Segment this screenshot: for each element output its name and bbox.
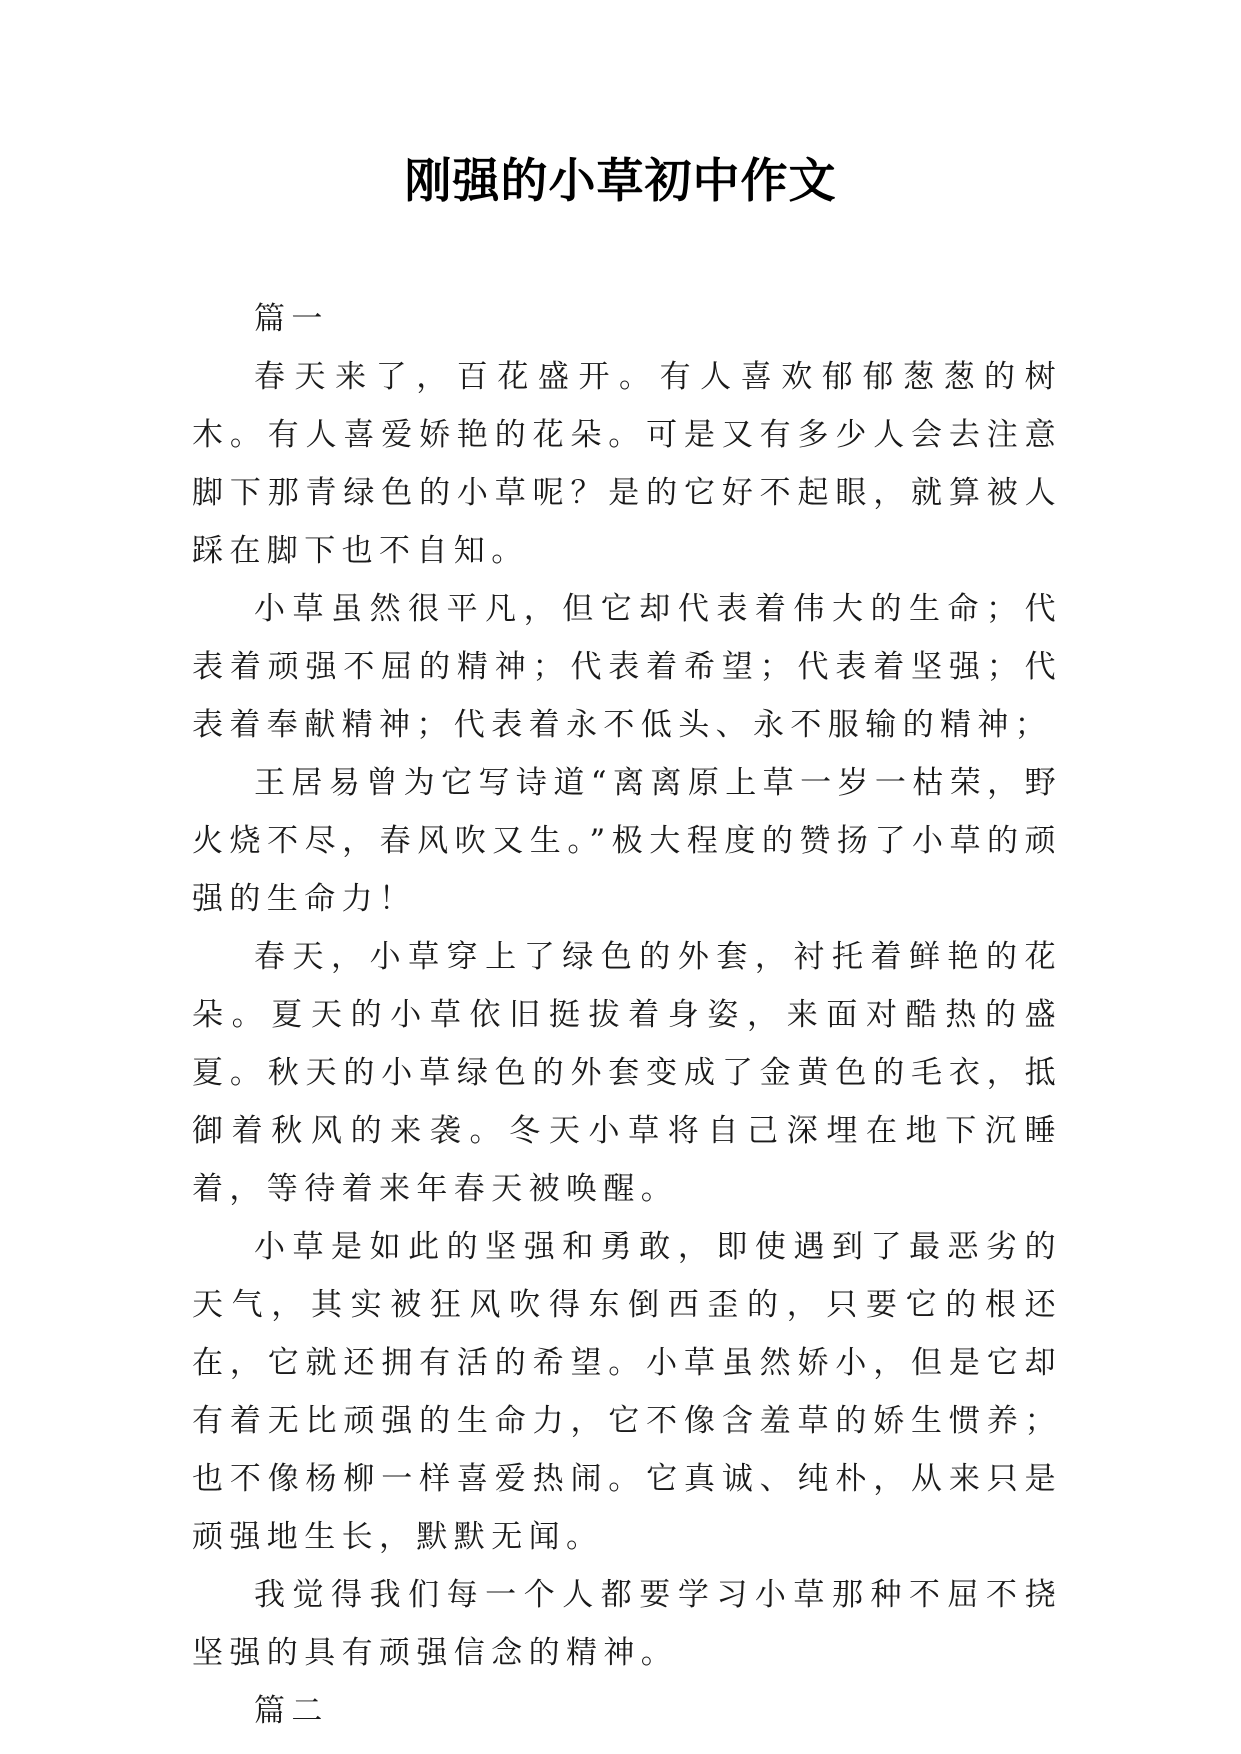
section-heading-2: 篇二 — [254, 1693, 329, 1729]
paragraph-3: 王居易曾为它写诗道“离离原上草一岁一枯荣，野火烧不尽，春风吹又生。”极大程度的赞扬了小草的顽强的生命力！ — [192, 765, 1062, 917]
paragraph-2: 小草虽然很平凡，但它却代表着伟大的生命；代表着顽强不屈的精神；代表着希望；代表着坚强；代表着奉献精神；代表着永不低头、永不服输的精神； — [192, 591, 1062, 743]
paragraph-1: 春天来了，百花盛开。有人喜欢郁郁葱葱的树木。有人喜爱娇艳的花朵。可是又有多少人会去注意脚下那青绿色的小草呢？是的它好不起眼，就算被人踩在脚下也不自知。 — [192, 359, 1062, 569]
paragraph-5: 小草是如此的坚强和勇敢，即使遇到了最恶劣的天气，其实被狂风吹得东倒西歪的，只要它的根还在，它就还拥有活的希望。小草虽然娇小，但是它却有着无比顽强的生命力，它不像含羞草的娇生惯养；也不像杨柳一样喜爱热闹。它真诚、纯朴，从来只是顽强地生长，默默无闻。 — [192, 1229, 1062, 1555]
section-heading-1: 篇一 — [254, 301, 329, 337]
paragraph-6: 我觉得我们每一个人都要学习小草那种不屈不挠坚强的具有顽强信念的精神。 — [192, 1577, 1062, 1671]
document-body — [192, 290, 1062, 1740]
paragraph-4: 春天，小草穿上了绿色的外套，衬托着鲜艳的花朵。夏天的小草依旧挺拔着身姿，来面对酷热的盛夏。秋天的小草绿色的外套变成了金黄色的毛衣，抵御着秋风的来袭。冬天小草将自己深埋在地下沉睡着，等待着来年春天被唤醒。 — [192, 939, 1062, 1207]
document-title: 刚强的小草初中作文 — [404, 154, 837, 209]
